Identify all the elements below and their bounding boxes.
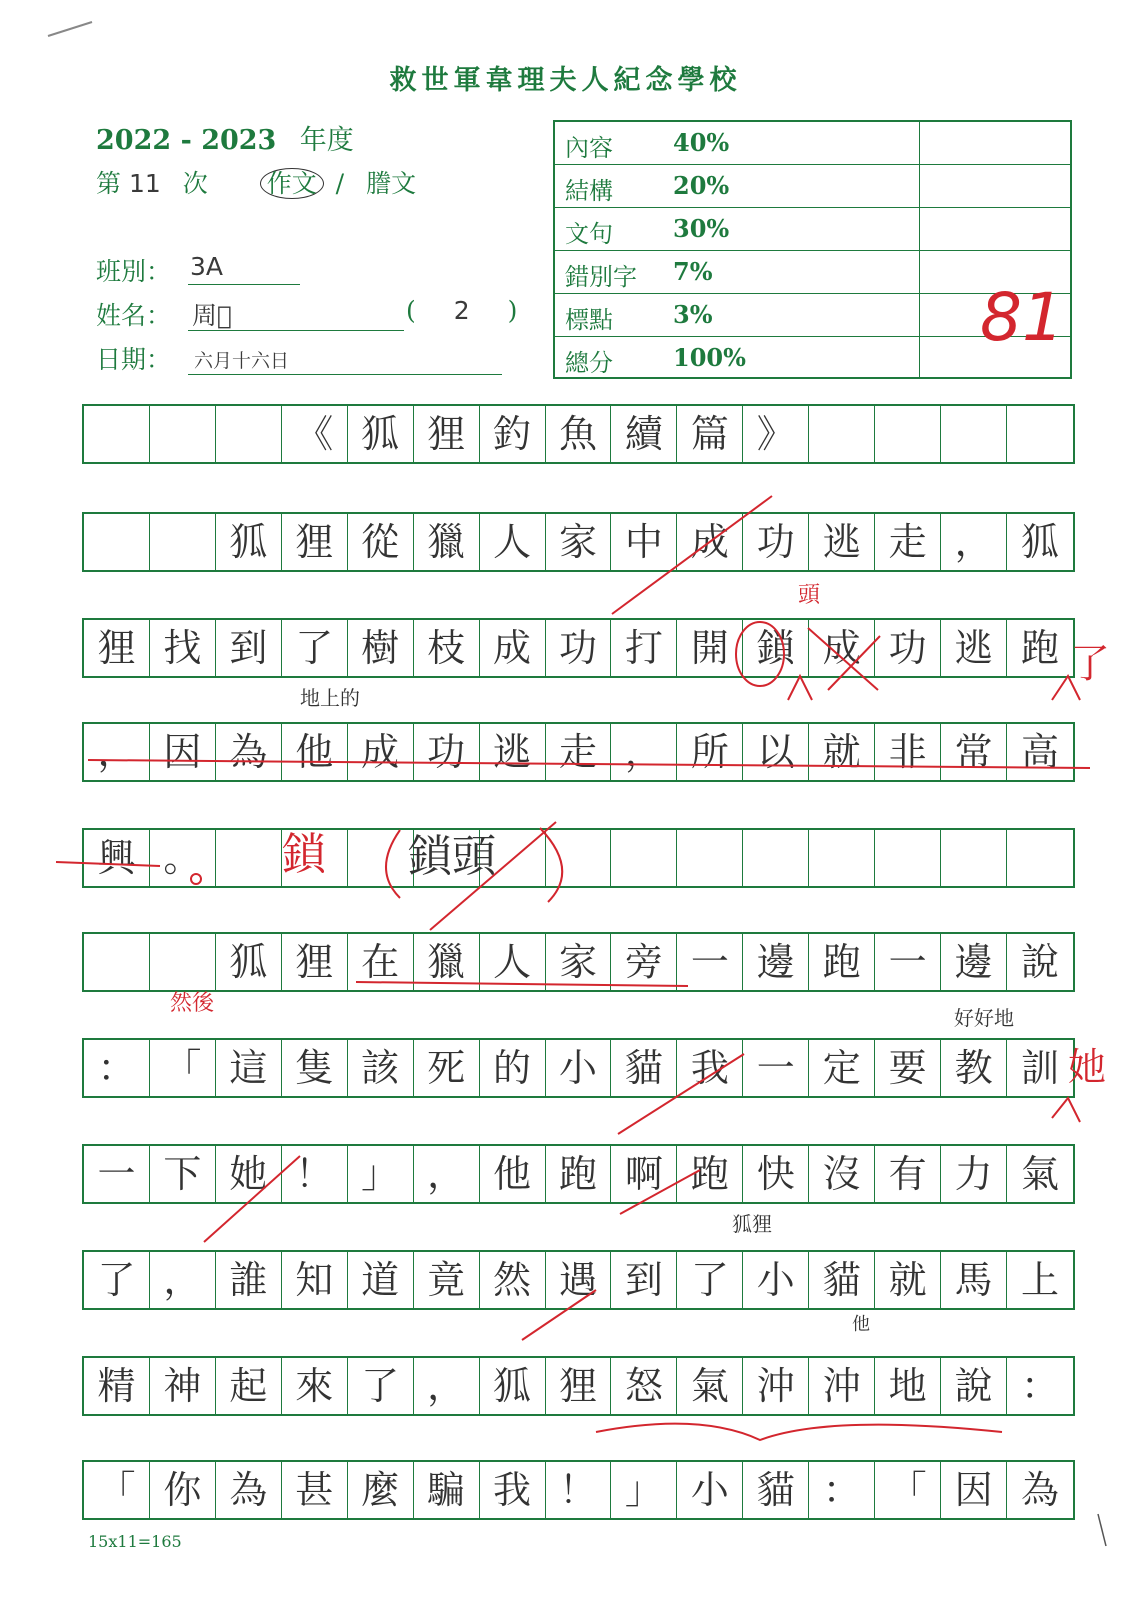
essay-cell: 功 (546, 620, 612, 676)
strike-line (88, 760, 1090, 768)
cross-mark (808, 628, 880, 690)
score-category: 結構 (565, 177, 613, 205)
essay-cell: 篇 (677, 406, 743, 462)
essay-cell: 高 (1021, 730, 1060, 774)
essay-cell: 然 (480, 1252, 546, 1308)
caret-mark (1052, 1098, 1080, 1122)
essay-cell: 我 (677, 1040, 743, 1096)
score-category: 文句 (565, 220, 613, 248)
essay-cell: 到 (611, 1252, 677, 1308)
essay-cell: 「 (875, 1462, 941, 1518)
type-separator: / (335, 169, 345, 198)
essay-cell: 一 (743, 1040, 809, 1096)
essay-cell: 氣 (677, 1358, 743, 1414)
year-end: 2023 (201, 125, 277, 156)
essay-cell: 狸 (282, 514, 348, 570)
year-suffix: 年度 (299, 125, 354, 156)
essay-cell: 馬 (941, 1252, 1007, 1308)
essay-cell: ， (611, 724, 677, 780)
essay-cell: 。 (150, 830, 216, 886)
session-number: 11 (128, 169, 161, 198)
essay-cell: 了 (282, 620, 348, 676)
caret-mark (788, 676, 812, 700)
insert-arrow (204, 1156, 300, 1242)
period-mark (191, 874, 201, 884)
essay-cell: 道 (348, 1252, 414, 1308)
insert-arrow (430, 822, 556, 930)
essay-cell: ！ (282, 1146, 348, 1202)
essay-cell: 續 (611, 406, 677, 462)
essay-cell: 狐 (480, 1358, 546, 1414)
essay-cell: 非 (875, 724, 941, 780)
score-percent: 7% (673, 257, 713, 286)
essay-cell: 走 (546, 724, 612, 780)
essay-cell: 「 (150, 1040, 216, 1096)
essay-cell: 了 (348, 1358, 414, 1414)
essay-cell: 從 (348, 514, 414, 570)
caret-mark (1052, 676, 1080, 700)
essay-cell: 說 (941, 1358, 1007, 1414)
class-label: 班別： (96, 257, 172, 286)
essay-cell: 氣 (1021, 1152, 1060, 1196)
open-bracket (386, 830, 400, 898)
essay-cell: 家 (546, 934, 612, 990)
essay-cell: 沒 (809, 1146, 875, 1202)
essay-cell: ！ (546, 1462, 612, 1518)
essay-cell: ： (1021, 1364, 1060, 1408)
essay-cell: 狸 (282, 934, 348, 990)
essay-cell: 麼 (348, 1462, 414, 1518)
year-dash: - (180, 125, 192, 156)
essay-cell: 我 (480, 1462, 546, 1518)
essay-cell: 打 (611, 620, 677, 676)
essay-cell: 他 (480, 1146, 546, 1202)
score-percent: 20% (673, 171, 730, 200)
essay-cell: 為 (216, 1462, 282, 1518)
correction-le: 了 (1070, 641, 1110, 687)
essay-cell: 跑 (546, 1146, 612, 1202)
essay-cell: 枝 (414, 620, 480, 676)
essay-cell: 樹 (348, 620, 414, 676)
essay-cell: 啊 (611, 1146, 677, 1202)
essay-cell: 要 (875, 1040, 941, 1096)
essay-cell: 小 (743, 1252, 809, 1308)
essay-cell: 興 (84, 830, 150, 886)
essay-cell: 了 (84, 1252, 150, 1308)
essay-cell: 》 (743, 406, 809, 462)
essay-cell: 獵 (414, 514, 480, 570)
essay-cell: 上 (1021, 1258, 1060, 1302)
essay-cell: 狸 (546, 1358, 612, 1414)
essay-cell: 」 (348, 1146, 414, 1202)
essay-cell: 的 (480, 1040, 546, 1096)
essay-cell: 定 (809, 1040, 875, 1096)
essay-cell: 跑 (1021, 626, 1060, 670)
essay-cell: 神 (150, 1358, 216, 1414)
essay-cell: 狐 (1021, 520, 1060, 564)
essay-cell: 該 (348, 1040, 414, 1096)
insert-arrow (620, 1170, 700, 1214)
essay-cell: 就 (875, 1252, 941, 1308)
essay-cell: 小 (546, 1040, 612, 1096)
essay-cell: 她 (216, 1146, 282, 1202)
score-category: 總分 (565, 349, 613, 377)
class-value: 3A (190, 252, 224, 281)
essay-cell: 有 (875, 1146, 941, 1202)
essay-cell: 獵 (414, 934, 480, 990)
insert-arrow (522, 1290, 596, 1340)
essay-cell: 起 (216, 1358, 282, 1414)
name-value: 周𫝀 (192, 301, 233, 330)
essay-cell: 怒 (611, 1358, 677, 1414)
close-bracket (540, 828, 562, 902)
essay-cell: 教 (941, 1040, 1007, 1096)
essay-cell: 成 (348, 724, 414, 780)
number-close: ) (507, 296, 518, 325)
essay-cell: ， (941, 514, 1007, 570)
essay-cell: 貓 (809, 1252, 875, 1308)
essay-cell: 「 (84, 1462, 150, 1518)
essay-cell: 來 (282, 1358, 348, 1414)
session-suffix: 次 (182, 169, 208, 198)
correction-hu-li: 狐狸 (732, 1212, 772, 1236)
essay-cell: 為 (1021, 1468, 1060, 1512)
type-selected: 作文 (260, 168, 324, 199)
correction-ta-he: 他 (852, 1314, 870, 1335)
essay-cell: 下 (150, 1146, 216, 1202)
essay-cell: 甚 (282, 1462, 348, 1518)
essay-cell: 沖 (743, 1358, 809, 1414)
essay-cell: 逃 (941, 620, 1007, 676)
date-value: 六月十六日 (194, 350, 290, 372)
score-percent: 3% (673, 300, 713, 329)
essay-cell: 快 (743, 1146, 809, 1202)
essay-cell: 跑 (677, 1146, 743, 1202)
essay-cell: 力 (941, 1146, 1007, 1202)
essay-cell: 貓 (611, 1040, 677, 1096)
essay-cell: 在 (348, 934, 414, 990)
score-percent: 100% (673, 343, 746, 372)
essay-cell: 地 (875, 1358, 941, 1414)
correction-suo-tou: 鎖頭 (408, 831, 496, 882)
essay-cell: 狸 (414, 406, 480, 462)
essay-cell: 人 (480, 514, 546, 570)
session-prefix: 第 (96, 169, 122, 198)
essay-cell: 成 (480, 620, 546, 676)
correction-suo: 鎖 (282, 829, 326, 880)
school-name: 救世軍韋理夫人紀念學校 (389, 65, 742, 96)
essay-cell: 你 (150, 1462, 216, 1518)
circle-mark (736, 622, 784, 686)
number-value: 2 (453, 296, 470, 325)
number-open: ( (406, 296, 416, 325)
essay-cell: 旁 (611, 934, 677, 990)
essay-cell: 常 (941, 724, 1007, 780)
essay-cell: 他 (282, 724, 348, 780)
essay-cell: ， (150, 1252, 216, 1308)
essay-cell: 」 (611, 1462, 677, 1518)
date-label: 日期： (96, 345, 172, 374)
essay-cell: 中 (611, 514, 677, 570)
essay-cell: 騙 (414, 1462, 480, 1518)
essay-cell: 人 (480, 934, 546, 990)
essay-cell: 鎖 (743, 620, 809, 676)
essay-cell: 沖 (809, 1358, 875, 1414)
correction-ta: 她 (1068, 1045, 1107, 1089)
essay-cell: 狐 (216, 514, 282, 570)
pencil-mark (1098, 1514, 1106, 1546)
essay-cell: 說 (1021, 940, 1060, 984)
essay-cell: 了 (677, 1252, 743, 1308)
strike-line (356, 982, 688, 986)
essay-cell: 知 (282, 1252, 348, 1308)
essay-cell: 功 (875, 620, 941, 676)
essay-cell: 《 (282, 406, 348, 462)
name-label: 姓名： (96, 301, 172, 330)
essay-cell: 成 (809, 620, 875, 676)
essay-cell: 釣 (480, 406, 546, 462)
essay-cell: 逃 (480, 724, 546, 780)
score-percent: 30% (673, 214, 730, 243)
essay-cell: 家 (546, 514, 612, 570)
pencil-mark (48, 22, 92, 36)
essay-cell: 因 (150, 724, 216, 780)
essay-cell: 到 (216, 620, 282, 676)
essay-cell: 走 (875, 514, 941, 570)
essay-cell: 這 (216, 1040, 282, 1096)
essay-cell: 找 (150, 620, 216, 676)
essay-cell: 訓 (1021, 1046, 1060, 1090)
essay-cell: 為 (216, 724, 282, 780)
essay-cell: 狐 (216, 934, 282, 990)
score-category: 內容 (565, 134, 613, 162)
correction-di-shang-de: 地上的 (300, 686, 360, 710)
essay-cell: 開 (677, 620, 743, 676)
essay-cell: 功 (743, 514, 809, 570)
essay-cell: 以 (743, 724, 809, 780)
correction-head: 頭 (798, 583, 821, 608)
essay-cell: 狐 (348, 406, 414, 462)
wavy-underline (596, 1424, 1002, 1440)
essay-cell: 貓 (743, 1462, 809, 1518)
essay-cell: 狸 (84, 620, 150, 676)
type-other: 謄文 (366, 169, 417, 198)
insert-arrow (618, 1054, 744, 1134)
essay-cell: ： (809, 1462, 875, 1518)
essay-cell: 魚 (546, 406, 612, 462)
essay-cell: 逃 (809, 514, 875, 570)
essay-cell: ， (414, 1358, 480, 1414)
essay-cell: 就 (809, 724, 875, 780)
essay-cell: 遇 (546, 1252, 612, 1308)
essay-cell: 死 (414, 1040, 480, 1096)
essay-cell: ： (84, 1040, 150, 1096)
essay-cell: 因 (941, 1462, 1007, 1518)
essay-cell: 一 (677, 934, 743, 990)
essay-cell: 邊 (941, 934, 1007, 990)
score-percent: 40% (673, 128, 730, 157)
essay-cell: 小 (677, 1462, 743, 1518)
correction-hao-hao-di: 好好地 (954, 1006, 1014, 1030)
essay-cell: 所 (677, 724, 743, 780)
score-category: 標點 (565, 306, 613, 334)
essay-cell: 隻 (282, 1040, 348, 1096)
essay-cell: 成 (677, 514, 743, 570)
strike-line (56, 862, 160, 866)
essay-cell: 一 (84, 1146, 150, 1202)
score-category: 錯別字 (565, 263, 637, 291)
essay-cell: 功 (414, 724, 480, 780)
essay-cell: 邊 (743, 934, 809, 990)
essay-cell: ， (84, 724, 150, 780)
essay-cell: 誰 (216, 1252, 282, 1308)
grid-spec-footer: 15x11=165 (88, 1532, 182, 1551)
essay-cell: 竟 (414, 1252, 480, 1308)
total-score: 81 (980, 279, 1064, 356)
essay-cell: 跑 (809, 934, 875, 990)
insert-arrow (612, 496, 772, 614)
essay-cell: ， (414, 1146, 480, 1202)
correction-ran-hou: 然後 (170, 991, 215, 1016)
essay-cell: 一 (875, 934, 941, 990)
year-start: 2022 (96, 125, 172, 156)
essay-cell: 精 (84, 1358, 150, 1414)
